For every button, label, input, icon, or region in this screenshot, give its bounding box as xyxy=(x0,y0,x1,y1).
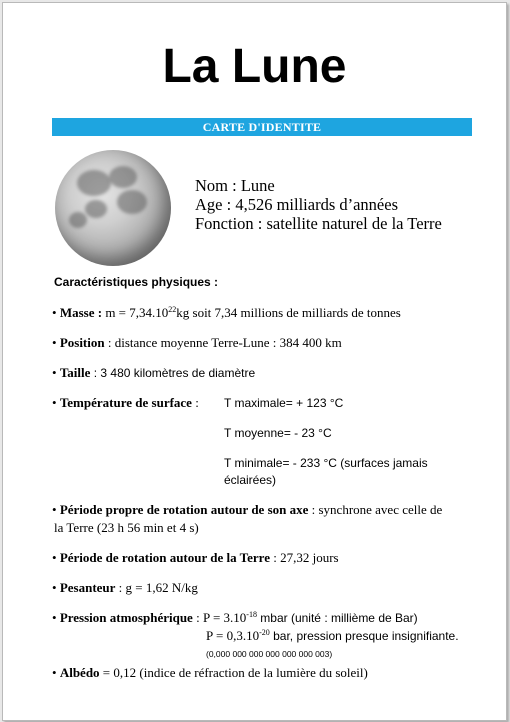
temperature-line xyxy=(52,394,199,411)
taille-label: Taille xyxy=(59,365,91,380)
taille-line xyxy=(52,364,255,382)
pression-line-3: (0,000 000 000 000 000 000 003) xyxy=(206,649,333,659)
pression-label: Pression atmosphérique xyxy=(59,610,193,625)
albedo-text: = 0,12 (indice de réfraction de la lumière du soleil) xyxy=(99,665,368,680)
pesanteur-label: Pesanteur xyxy=(59,580,116,595)
pression-line xyxy=(52,609,418,627)
masse-exp: 22 xyxy=(168,305,177,314)
identity-name: Nom : Lune xyxy=(195,176,275,195)
identity-banner: CARTE D'IDENTITE xyxy=(52,118,472,136)
page-title: La Lune xyxy=(162,40,347,93)
bullet: • xyxy=(52,580,57,595)
pression-pre: : P = 3.10 xyxy=(192,610,247,625)
pesanteur-text: : g = 1,62 N/kg xyxy=(115,580,198,595)
periode-terre-line xyxy=(52,549,339,566)
pression-exp-2: -20 xyxy=(259,628,270,637)
masse-post: kg soit 7,34 millions de milliards de tonnes xyxy=(176,305,401,320)
pression-post: mbar (unité : millième de Bar) xyxy=(256,611,418,625)
identity-function: Fonction : satellite naturel de la Terre xyxy=(195,214,442,233)
taille-text: : 3 480 kilomètres de diamètre xyxy=(90,366,256,380)
bullet: • xyxy=(52,610,57,625)
temperature-label: Température de surface xyxy=(59,395,192,410)
masse-pre: m = 7,34.10 xyxy=(105,305,169,320)
albedo-label: Albédo xyxy=(59,665,100,680)
temperature-min-cont: éclairées) xyxy=(224,473,277,487)
position-label: Position xyxy=(59,335,105,350)
position-line xyxy=(52,334,342,351)
periode-terre-label: Période de rotation autour de la Terre xyxy=(59,550,270,565)
temperature-moy: T moyenne= - 23 °C xyxy=(224,426,332,440)
periode-propre-text: : synchrone avec celle de xyxy=(308,502,443,517)
pression-pre-2: P = 0,3.10 xyxy=(206,628,260,643)
bullet: • xyxy=(52,665,57,680)
periode-propre-line xyxy=(52,501,442,518)
periode-propre-label: Période propre de rotation autour de son axe xyxy=(59,502,309,517)
identity-age: Age : 4,526 milliards d’années xyxy=(195,195,398,214)
document-page xyxy=(2,2,507,721)
bullet: • xyxy=(52,365,57,380)
albedo-line xyxy=(52,664,368,681)
temperature-min: T minimale= - 233 °C (surfaces jamais xyxy=(224,456,428,470)
pesanteur-line xyxy=(52,579,198,596)
bullet: • xyxy=(52,335,57,350)
bullet: • xyxy=(52,305,57,320)
temperature-max: T maximale= + 123 °C xyxy=(224,396,344,410)
bullet: • xyxy=(52,550,57,565)
section-heading: Caractéristiques physiques : xyxy=(54,275,219,289)
pression-line-2 xyxy=(206,627,459,645)
bullet: • xyxy=(52,395,57,410)
periode-terre-text: : 27,32 jours xyxy=(269,550,339,565)
masse-line xyxy=(52,304,401,321)
periode-propre-cont: la Terre (23 h 56 min et 4 s) xyxy=(54,520,199,535)
position-text: : distance moyenne Terre-Lune : 384 400 km xyxy=(104,335,342,350)
bullet: • xyxy=(52,502,57,517)
pression-post-2: bar, pression presque insignifiante. xyxy=(269,629,459,643)
temperature-sep: : xyxy=(191,395,199,410)
moon-image xyxy=(55,150,171,266)
pression-exp: -18 xyxy=(246,610,257,619)
masse-label: Masse : xyxy=(59,305,103,320)
